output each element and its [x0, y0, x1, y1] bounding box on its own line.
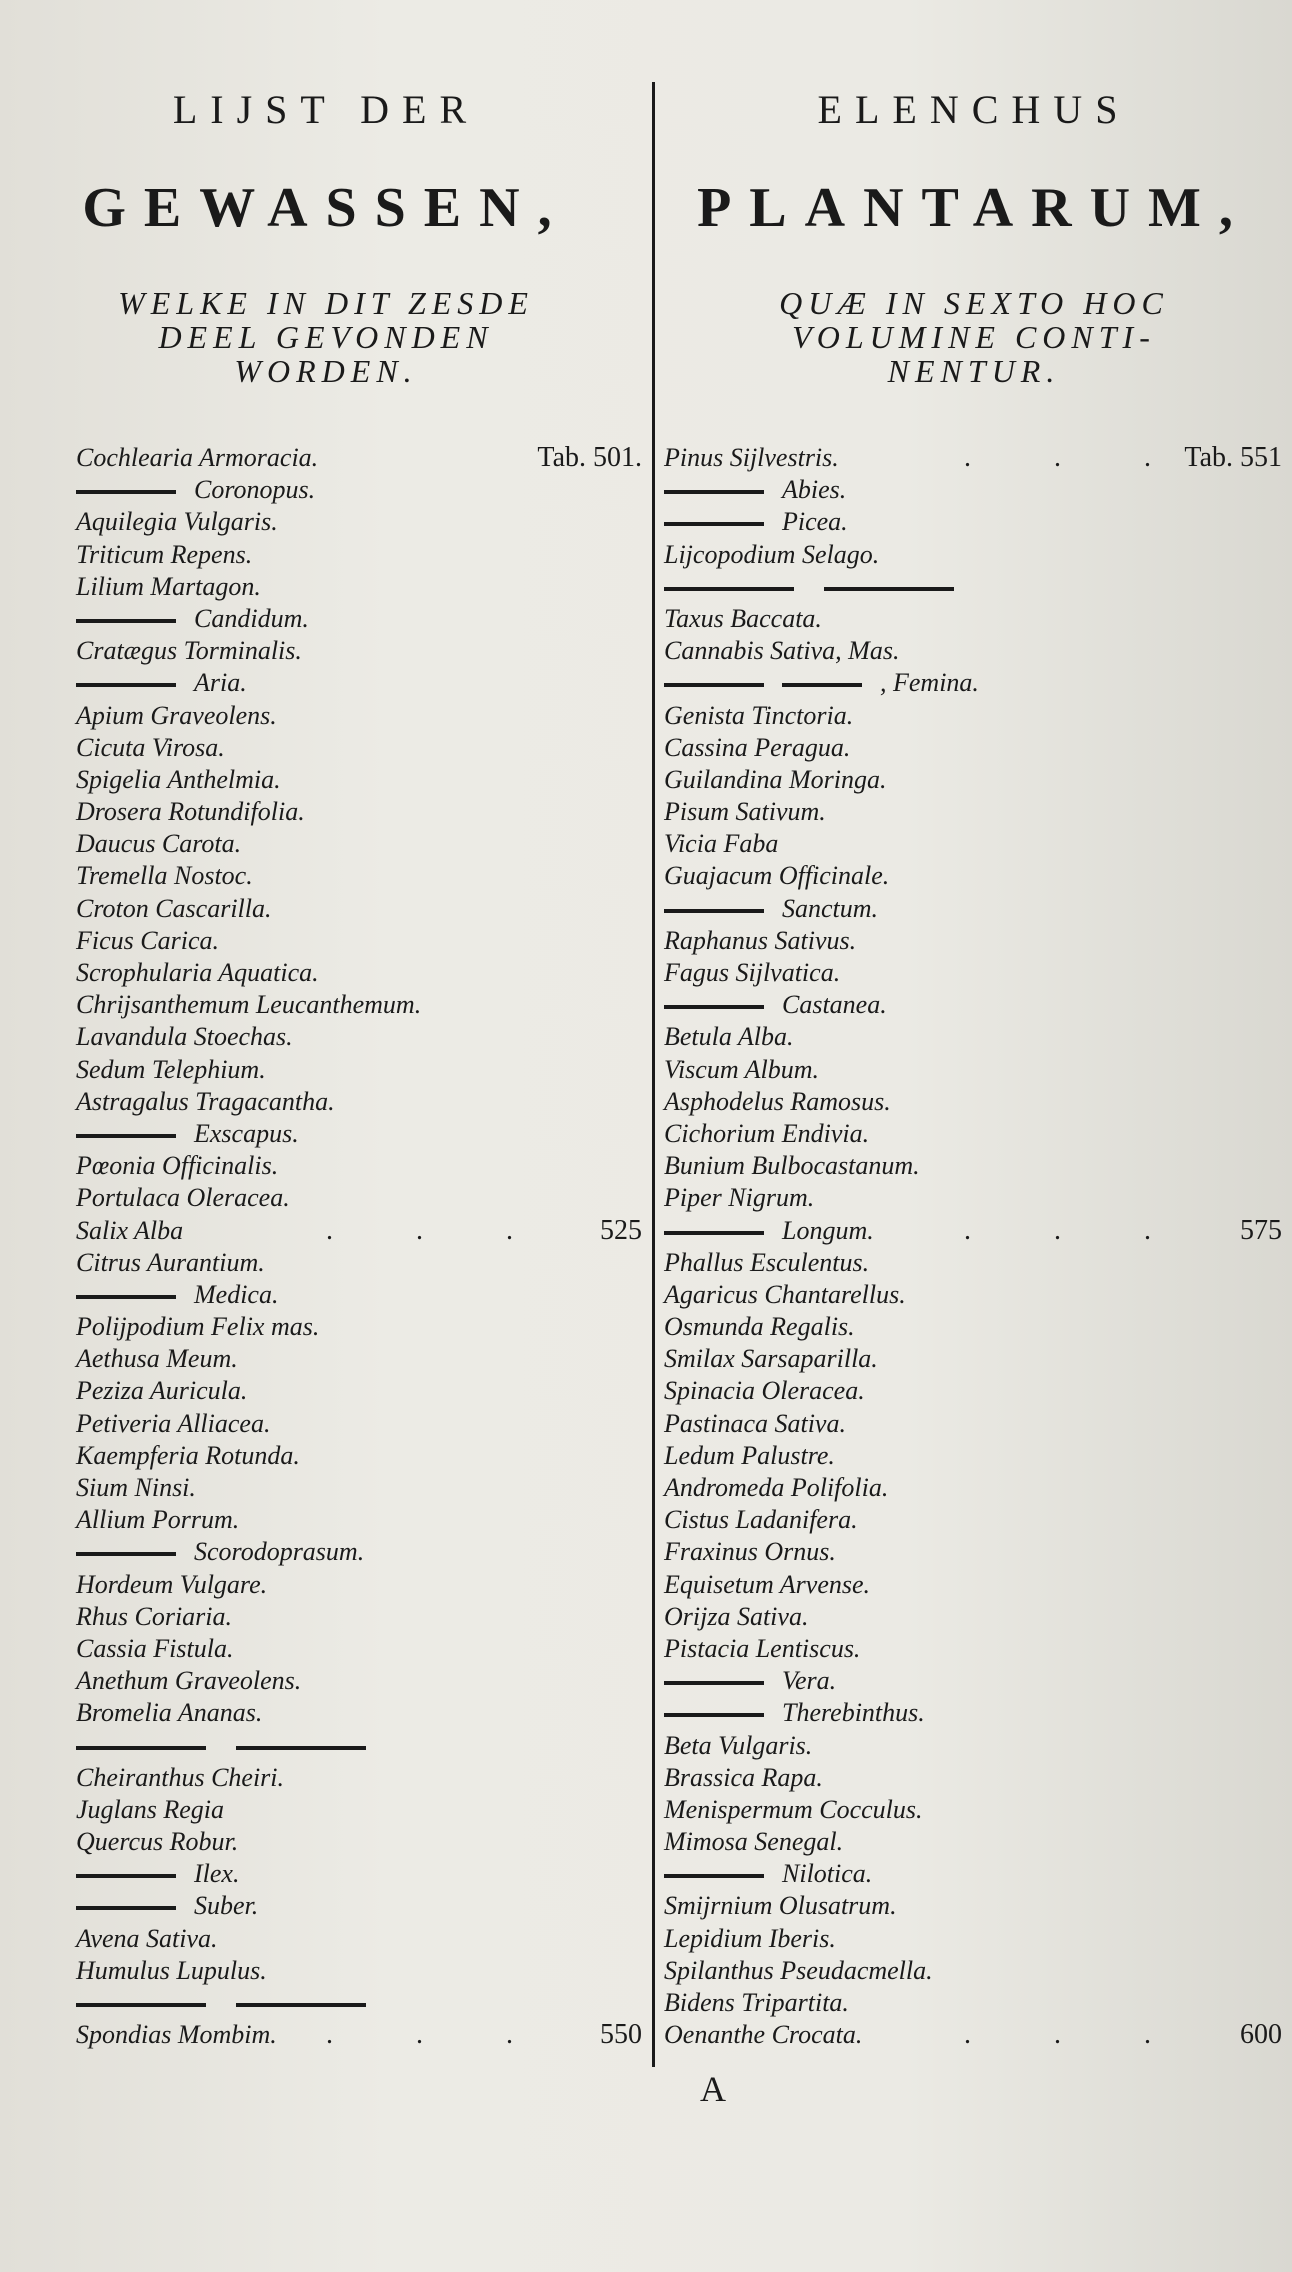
- list-item: [664, 1601, 1282, 1633]
- plant-name: Aethusa Meum.: [76, 1344, 238, 1374]
- list-item: [76, 1440, 642, 1472]
- plant-name: Daucus Carota.: [76, 829, 242, 859]
- leader-dots: . . .: [326, 1214, 551, 1246]
- plant-name: Lijcopodium Selago.: [664, 539, 880, 569]
- plant-name: Cochlearia Armoracia.: [76, 443, 319, 472]
- list-item: [664, 1440, 1282, 1472]
- list-item: [76, 1826, 642, 1858]
- plant-name: Viscum Album.: [664, 1054, 820, 1084]
- plant-name: Cheiranthus Cheiri.: [76, 1762, 285, 1792]
- leader-dots: . . .: [964, 2019, 1189, 2051]
- list-item: [76, 1279, 642, 1311]
- plant-name: Smijrnium Olusatrum.: [664, 1891, 897, 1921]
- list-item: [76, 957, 642, 989]
- list-item: [664, 1504, 1282, 1536]
- plant-name: Petiveria Alliacea.: [76, 1408, 271, 1438]
- rule-bar: [824, 587, 954, 591]
- list-item: [664, 442, 1282, 474]
- plant-name: Anethum Graveolens.: [76, 1666, 302, 1696]
- list-item: [76, 1375, 642, 1407]
- plant-name: Spilanthus Pseudacmella.: [664, 1955, 933, 1985]
- list-item: [76, 925, 642, 957]
- plant-name: Aquilegia Vulgaris.: [76, 507, 278, 537]
- list-item: [76, 1408, 642, 1440]
- plant-name: Osmunda Regalis.: [664, 1312, 855, 1342]
- plant-name: Lepidium Iberis.: [664, 1923, 836, 1953]
- list-item: [664, 1858, 1282, 1890]
- plant-name: Smilax Sarsaparilla.: [664, 1344, 878, 1374]
- list-item: [76, 796, 642, 828]
- plant-name: Asphodelus Ramosus.: [664, 1086, 891, 1116]
- plant-name: Piper Nigrum.: [664, 1183, 815, 1213]
- plant-name: Fagus Sijlvatica.: [664, 958, 841, 987]
- plate-reference: Tab. 501.: [537, 442, 642, 473]
- plant-name: Cassina Peragua.: [664, 732, 851, 762]
- plant-name: Agaricus Chantarellus.: [664, 1279, 906, 1309]
- plant-name: Beta Vulgaris.: [664, 1730, 813, 1760]
- list-item: [664, 860, 1282, 892]
- plant-name: Cratægus Torminalis.: [76, 636, 302, 666]
- list-item: [664, 1215, 1282, 1247]
- plant-name: Pisum Sativum.: [664, 797, 826, 827]
- list-item: [664, 989, 1282, 1021]
- leader-dots: . . .: [964, 1214, 1189, 1246]
- plant-name: Ilex.: [194, 1859, 240, 1889]
- plate-reference: 550: [600, 2019, 642, 2051]
- list-item: [76, 764, 642, 796]
- list-item: [76, 1054, 642, 1086]
- separator-rule: [76, 1987, 642, 2019]
- ditto-dash: [76, 683, 176, 687]
- list-item: [76, 1150, 642, 1182]
- list-item: [76, 1086, 642, 1118]
- list-item: [664, 1569, 1282, 1601]
- list-item: [76, 667, 642, 699]
- rule-bar: [664, 587, 794, 591]
- plant-name: Humulus Lupulus.: [76, 1955, 267, 1985]
- list-item: [664, 635, 1282, 667]
- plant-name: Scorodoprasum.: [194, 1537, 365, 1567]
- plant-name: Suber.: [194, 1891, 259, 1921]
- list-item: [76, 1021, 642, 1053]
- list-item: [664, 1247, 1282, 1279]
- list-item: [664, 1021, 1282, 1053]
- list-item: [664, 474, 1282, 506]
- list-item: [76, 1311, 642, 1343]
- plant-name: Taxus Baccata.: [664, 603, 822, 633]
- list-item: [76, 1118, 642, 1150]
- list-item: [76, 1343, 642, 1375]
- plant-name: Orijza Sativa.: [664, 1601, 809, 1631]
- plant-name: Sium Ninsi.: [76, 1473, 196, 1502]
- list-item: [76, 1601, 642, 1633]
- plant-name: Sanctum.: [782, 893, 879, 923]
- plant-name: Pinus Sijlvestris.: [664, 443, 839, 472]
- plant-name: Castanea.: [782, 990, 887, 1020]
- list-item: [664, 1987, 1282, 2019]
- plant-name: Fraxinus Ornus.: [664, 1537, 836, 1567]
- plant-name: Spondias Mombim.: [76, 2020, 277, 2050]
- plant-name: Drosera Rotundifolia.: [76, 797, 305, 827]
- plant-name: Cassia Fistula.: [76, 1633, 234, 1663]
- plant-name: Chrijsanthemum Leucanthemum.: [76, 990, 422, 1020]
- ditto-dash: [76, 619, 176, 623]
- ditto-dash: [76, 490, 176, 494]
- plant-name: Vicia Faba: [664, 829, 779, 859]
- plant-name: Cichorium Endivia.: [664, 1118, 870, 1148]
- plant-name: Abies.: [782, 475, 847, 505]
- plant-name: Pistacia Lentiscus.: [664, 1633, 861, 1663]
- list-item: [664, 1826, 1282, 1858]
- plant-name: Polijpodium Felix mas.: [76, 1312, 320, 1342]
- plant-name: Rhus Coriaria.: [76, 1601, 233, 1631]
- ditto-dash: [664, 1005, 764, 1009]
- list-item: [76, 893, 642, 925]
- list-item: [664, 1343, 1282, 1375]
- list-item: [664, 1150, 1282, 1182]
- ditto-dash: [76, 1874, 176, 1878]
- plant-name: Kaempferia Rotunda.: [76, 1440, 300, 1470]
- ditto-dash: [664, 1874, 764, 1878]
- subtitle-line: NENTUR.: [887, 353, 1061, 389]
- list-item: [76, 506, 642, 538]
- plant-name: Portulaca Oleracea.: [76, 1183, 290, 1213]
- column-heading: ELENCHUS: [817, 87, 1131, 132]
- plant-name: Apium Graveolens.: [76, 700, 277, 730]
- list-item: [664, 1279, 1282, 1311]
- list-item: [664, 828, 1282, 860]
- leader-dots: . . .: [964, 442, 1189, 473]
- list-item: [664, 1955, 1282, 1987]
- plant-name: Pastinaca Sativa.: [664, 1408, 846, 1438]
- list-item: [76, 1633, 642, 1665]
- list-item: [664, 1890, 1282, 1922]
- list-item: [76, 571, 642, 603]
- list-item: [664, 1182, 1282, 1214]
- plant-name: Guilandina Moringa.: [664, 764, 887, 794]
- list-item: [76, 1923, 642, 1955]
- plant-name: Picea.: [782, 507, 848, 537]
- list-item: [76, 1697, 642, 1729]
- column-subtitle: [656, 286, 1292, 388]
- plant-name: Medica.: [194, 1279, 279, 1309]
- list-item: [76, 1762, 642, 1794]
- list-item: [664, 1536, 1282, 1568]
- plant-name: Raphanus Sativus.: [664, 925, 857, 955]
- ditto-dash: [664, 522, 764, 526]
- list-item: [664, 925, 1282, 957]
- list-item: [664, 2019, 1282, 2051]
- plant-name: Quercus Robur.: [76, 1827, 239, 1857]
- plant-name: Juglans Regia: [76, 1794, 225, 1824]
- ditto-dash: [664, 1713, 764, 1717]
- list-item: [76, 603, 642, 635]
- plate-reference: Tab. 551: [1184, 442, 1282, 473]
- separator-rule: [664, 571, 1282, 603]
- plant-name: Mimosa Senegal.: [664, 1827, 844, 1857]
- list-item: [76, 1247, 642, 1279]
- plant-name: Ficus Carica.: [76, 925, 219, 955]
- plant-list: [664, 442, 1282, 2051]
- ditto-dash: [664, 1231, 764, 1235]
- list-item: [664, 1375, 1282, 1407]
- list-item: [664, 957, 1282, 989]
- list-item: [76, 1890, 642, 1922]
- plant-name: Bidens Tripartita.: [664, 1988, 849, 2017]
- plant-name: Hordeum Vulgare.: [76, 1569, 268, 1599]
- plant-name: Brassica Rapa.: [664, 1762, 823, 1792]
- plant-name: Lilium Martagon.: [76, 571, 261, 601]
- plant-name: Croton Cascarilla.: [76, 893, 272, 923]
- rule-bar: [236, 1746, 366, 1750]
- separator-rule: [76, 1730, 642, 1762]
- list-item: [76, 1536, 642, 1568]
- plant-name: Lavandula Stoechas.: [76, 1022, 293, 1052]
- list-item: [76, 2019, 642, 2051]
- plant-name: Tremella Nostoc.: [76, 861, 253, 891]
- plate-reference: 525: [600, 1214, 642, 1246]
- list-item: [664, 796, 1282, 828]
- plant-name: Cannabis Sativa, Mas.: [664, 636, 900, 666]
- list-item: [76, 1794, 642, 1826]
- ditto-dash: [664, 490, 764, 494]
- rule-bar: [76, 1746, 206, 1750]
- plant-name: Vera.: [782, 1666, 837, 1696]
- subtitle-line: WELKE IN DIT ZESDE: [118, 285, 534, 321]
- plant-name: Salix Alba: [76, 1215, 184, 1245]
- list-item: [664, 1472, 1282, 1504]
- plant-name: Bunium Bulbocastanum.: [664, 1151, 920, 1181]
- subtitle-line: WORDEN.: [234, 353, 418, 389]
- signature-mark: A: [700, 2069, 726, 2109]
- plate-reference: 575: [1240, 1214, 1282, 1246]
- plant-name: Candidum.: [194, 603, 309, 633]
- list-item: [76, 860, 642, 892]
- ditto-dash: [76, 1134, 176, 1138]
- list-item: [664, 700, 1282, 732]
- list-item: [664, 1054, 1282, 1086]
- ditto-dash: [664, 909, 764, 913]
- list-item: [76, 1472, 642, 1504]
- plant-name: Astragalus Tragacantha.: [76, 1086, 335, 1116]
- plant-name: Guajacum Officinale.: [664, 861, 890, 891]
- list-item: [664, 764, 1282, 796]
- ditto-dash: [76, 1295, 176, 1299]
- list-item: [664, 1118, 1282, 1150]
- plant-name: Andromeda Polifolia.: [664, 1473, 889, 1502]
- column-divider: [652, 82, 655, 2067]
- list-item: [76, 539, 642, 571]
- list-item: [76, 1504, 642, 1536]
- rule-bar: [76, 2003, 206, 2007]
- plant-name: Triticum Repens.: [76, 539, 253, 569]
- list-item: [664, 1730, 1282, 1762]
- list-item: [664, 1086, 1282, 1118]
- list-item: [76, 474, 642, 506]
- list-item: [664, 1311, 1282, 1343]
- plant-name: Ledum Palustre.: [664, 1440, 835, 1470]
- list-item: [664, 539, 1282, 571]
- list-item: [664, 506, 1282, 538]
- list-item: [76, 700, 642, 732]
- list-item: [664, 1923, 1282, 1955]
- plant-name: Spigelia Anthelmia.: [76, 764, 281, 794]
- list-item: [76, 635, 642, 667]
- column-subtitle: [0, 286, 652, 388]
- plant-name: Sedum Telephium.: [76, 1054, 266, 1084]
- list-item: [664, 1697, 1282, 1729]
- list-item: [664, 1762, 1282, 1794]
- plant-name: Peziza Auricula.: [76, 1376, 248, 1406]
- plant-name: Betula Alba.: [664, 1022, 794, 1052]
- subtitle-line: QUÆ IN SEXTO HOC: [779, 285, 1169, 321]
- plant-name: Spinacia Oleracea.: [664, 1376, 865, 1406]
- plate-reference: 600: [1240, 2019, 1282, 2051]
- plant-name: Exscapus.: [194, 1118, 299, 1148]
- plant-name: , Femina.: [880, 668, 979, 698]
- list-item: [664, 1633, 1282, 1665]
- column-title: GEWASSEN,: [82, 177, 570, 239]
- plant-name: Aria.: [194, 668, 247, 698]
- plant-name: Cistus Ladanifera.: [664, 1505, 858, 1535]
- rule-bar: [236, 2003, 366, 2007]
- list-item: [76, 442, 642, 474]
- column-heading: LIJST DER: [172, 87, 480, 132]
- plant-list: [76, 442, 642, 2051]
- list-item: [76, 1182, 642, 1214]
- plant-name: Genista Tinctoria.: [664, 700, 854, 730]
- list-item: [664, 732, 1282, 764]
- plant-name: Therebinthus.: [782, 1698, 925, 1728]
- ditto-dash: [782, 683, 862, 687]
- list-item: [76, 989, 642, 1021]
- list-item: [664, 893, 1282, 925]
- leader-dots: . . .: [326, 2019, 551, 2051]
- list-item: [664, 667, 1282, 699]
- plant-name: Coronopus.: [194, 475, 316, 505]
- list-item: [76, 1569, 642, 1601]
- list-item: [76, 1215, 642, 1247]
- ditto-dash: [664, 683, 764, 687]
- plant-name: Oenanthe Crocata.: [664, 2020, 863, 2050]
- column-title: PLANTARUM,: [697, 177, 1251, 239]
- list-item: [664, 1794, 1282, 1826]
- plant-name: Longum.: [782, 1215, 874, 1245]
- plant-name: Allium Porrum.: [76, 1505, 240, 1535]
- plant-name: Cicuta Virosa.: [76, 732, 225, 762]
- list-item: [76, 1955, 642, 1987]
- list-item: [664, 1408, 1282, 1440]
- plant-name: Bromelia Ananas.: [76, 1698, 263, 1728]
- plant-name: Nilotica.: [782, 1859, 873, 1889]
- subtitle-line: DEEL GEVONDEN: [158, 319, 494, 355]
- list-item: [664, 603, 1282, 635]
- plant-name: Equisetum Arvense.: [664, 1569, 871, 1599]
- list-item: [76, 1858, 642, 1890]
- list-item: [76, 828, 642, 860]
- plant-name: Phallus Esculentus.: [664, 1247, 870, 1277]
- list-item: [76, 732, 642, 764]
- plant-name: Menispermum Cocculus.: [664, 1794, 923, 1824]
- list-item: [76, 1665, 642, 1697]
- plant-name: Scrophularia Aquatica.: [76, 958, 319, 987]
- plant-name: Pœonia Officinalis.: [76, 1151, 279, 1181]
- ditto-dash: [664, 1681, 764, 1685]
- plant-name: Avena Sativa.: [76, 1923, 218, 1953]
- ditto-dash: [76, 1552, 176, 1556]
- ditto-dash: [76, 1906, 176, 1910]
- list-item: [664, 1665, 1282, 1697]
- plant-name: Citrus Aurantium.: [76, 1247, 265, 1277]
- subtitle-line: VOLUMINE CONTI-: [792, 319, 1156, 355]
